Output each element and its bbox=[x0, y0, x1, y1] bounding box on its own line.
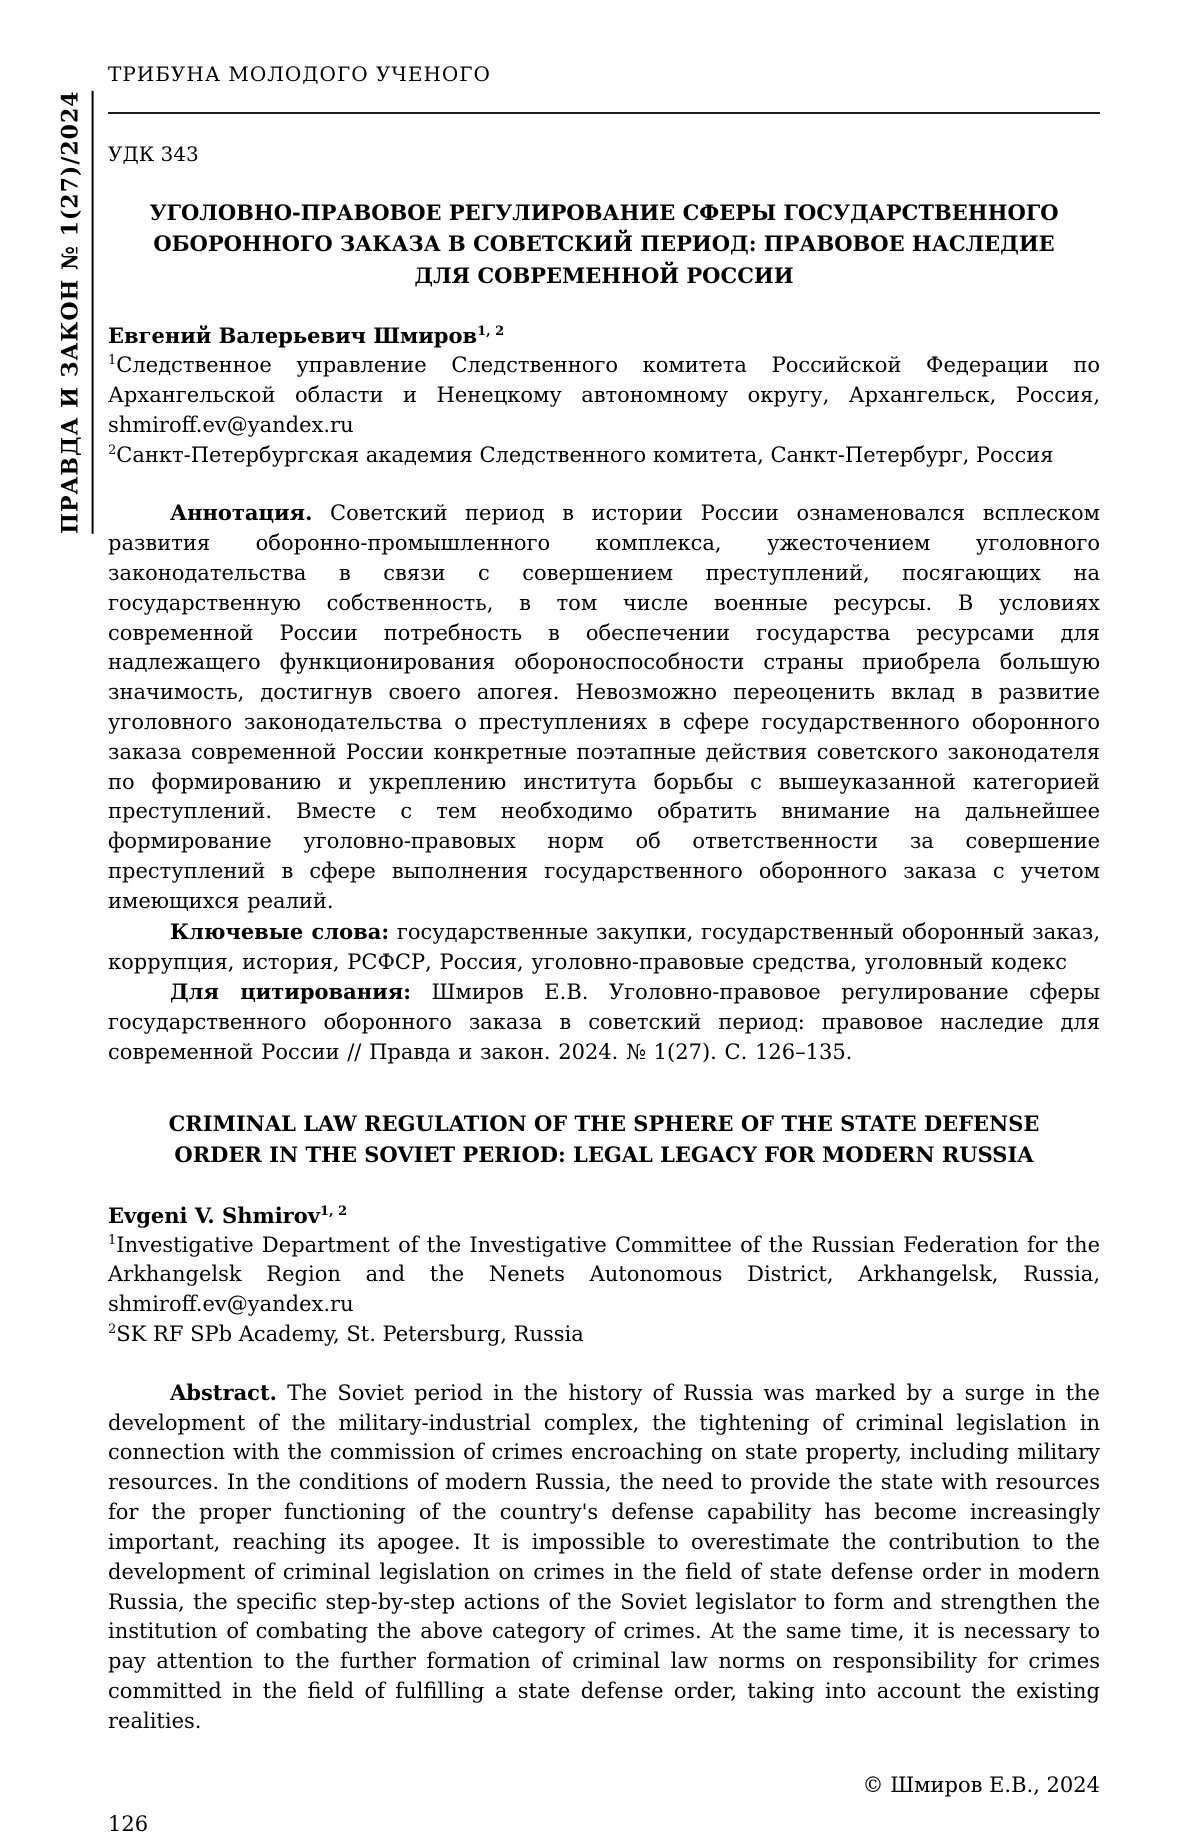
keywords-ru-text: государственные закупки, государственный оборонный заказ, коррупция, история, РСФСР, Россия, уголовно-правовые средства, уголовный кодекс bbox=[108, 919, 1100, 974]
author-ru-name: Евгений Валерьевич Шмиров bbox=[108, 323, 478, 349]
affiliation-ru-2-text: Санкт-Петербургская академия Следственного комитета, Санкт-Петербург, Россия bbox=[116, 442, 1054, 467]
affiliation-en-1-sup: 1 bbox=[108, 1232, 117, 1248]
article-title-en: CRIMINAL LAW REGULATION OF THE SPHERE OF THE STATE DEFENSE ORDER IN THE SOVIET PERIOD: LEGAL LEGACY FOR MODERN RUSSIA bbox=[168, 1110, 1040, 1168]
affiliation-en-2 bbox=[108, 1320, 1100, 1350]
running-header: ТРИБУНА МОЛОДОГО УЧЕНОГО bbox=[108, 62, 491, 86]
affiliation-en-1 bbox=[108, 1231, 1100, 1320]
udc-code: УДК 343 bbox=[108, 142, 199, 167]
abstract-en-label: Abstract. bbox=[170, 1379, 277, 1405]
author-en bbox=[108, 1201, 1100, 1231]
page-number: 126 bbox=[108, 1812, 149, 1837]
article-title-ru: УГОЛОВНО-ПРАВОВОЕ РЕГУЛИРОВАНИЕ СФЕРЫ ГОСУДАРСТВЕННОГО ОБОРОННОГО ЗАКАЗА В СОВЕТСКИЙ ПЕРИОД: ПРАВОВОЕ НАСЛЕДИЕ ДЛЯ СОВРЕМЕННОЙ РОССИИ bbox=[149, 199, 1059, 288]
citation-ru-text: Шмиров Е.В. Уголовно-правовое регулирование сферы государственного оборонного заказа в советский период: правовое наследие для современной России // Правда и закон. 2024. № 1(27). С. 126–135. bbox=[108, 980, 1100, 1064]
journal-sidebar bbox=[52, 90, 98, 534]
abstract-ru-text: Советский период в истории России ознаменовался всплеском развития оборонно-промышленного комплекса, ужесточением уголовного законодательства в связи с совершением преступлений, посягающих на государственную собственность, в том числе военные ресурсы. В условиях современной России потребность в обеспечении государства ресурсами для надлежащего функционирования обороноспособности страны приобрела большую значимость, достигнув своего апогея. Невозможно переоценить вклад в развитие уголовного законодательства о преступлениях в сфере государственного оборонного заказа современной России конкретные поэтапные действия советского законодателя по формированию и укреплению института борьбы с вышеуказанной категорией преступлений. Вместе с тем необходимо обратить внимание на дальнейшее формирование уголовно-правовых норм об ответственности за совершение преступлений в сфере выполнения государственного оборонного заказа с учетом имеющихся реалий. bbox=[108, 501, 1100, 913]
abstract-ru bbox=[108, 498, 1100, 916]
affiliation-en-2-text: SK RF SPb Academy, St. Petersburg, Russia bbox=[116, 1322, 584, 1347]
affiliation-ru-2 bbox=[108, 441, 1100, 471]
affiliation-en-1-text: Investigative Department of the Investigative Committee of the Russian Federation for the Arkhangelsk Region and the Nenets Autonomous District, Arkhangelsk, Russia, shmiroff.ev@yandex.ru bbox=[108, 1232, 1100, 1317]
affiliation-ru-1 bbox=[108, 351, 1100, 440]
affiliation-ru-1-sup: 1 bbox=[108, 353, 117, 369]
header-rule bbox=[108, 112, 1100, 114]
keywords-ru-label: Ключевые слова: bbox=[170, 918, 390, 944]
abstract-ru-label: Аннотация. bbox=[170, 500, 313, 526]
keywords-ru bbox=[108, 917, 1100, 978]
copyright-line: © Шмиров Е.В., 2024 bbox=[862, 1772, 1100, 1797]
author-en-name: Evgeni V. Shmirov bbox=[108, 1202, 320, 1228]
affiliation-ru-1-text: Следственное управление Следственного комитета Российской Федерации по Архангельской области и Ненецкому автономному округу, Архангельск, Россия, shmiroff.ev@yandex.ru bbox=[108, 353, 1100, 437]
author-ru bbox=[108, 321, 1100, 351]
citation-ru-label: Для цитирования: bbox=[170, 979, 411, 1005]
affiliation-en-2-sup: 2 bbox=[108, 1322, 117, 1338]
abstract-en-text: The Soviet period in the history of Russia was marked by a surge in the development of the military-industrial complex, the tightening of criminal legislation in connection with the commission of crimes encroaching on state property, including military resources. In the conditions of modern Russia, the need to provide the state with resources for the proper functioning of the country's defense capability has become increasingly important, reaching its apogee. It is impossible to overestimate the contribution to the development of criminal legislation on crimes in the field of state defense order in modern Russia, the specific step-by-step actions of the Soviet legislator to form and strengthen the institution of combating the above category of crimes. At the same time, it is necessary to pay attention to the further formation of criminal law norms on responsibility for crimes committed in the field of fulfilling a state defense order, taking into account the existing realities. bbox=[108, 1380, 1100, 1733]
author-ru-sup: 1, 2 bbox=[477, 324, 505, 340]
abstract-en bbox=[108, 1378, 1100, 1737]
journal-sidebar-text: ПРАВДА И ЗАКОН № 1(27)/2024 bbox=[56, 90, 94, 533]
author-en-sup: 1, 2 bbox=[319, 1203, 348, 1219]
affiliation-ru-2-sup: 2 bbox=[108, 442, 117, 458]
citation-ru bbox=[108, 977, 1100, 1067]
